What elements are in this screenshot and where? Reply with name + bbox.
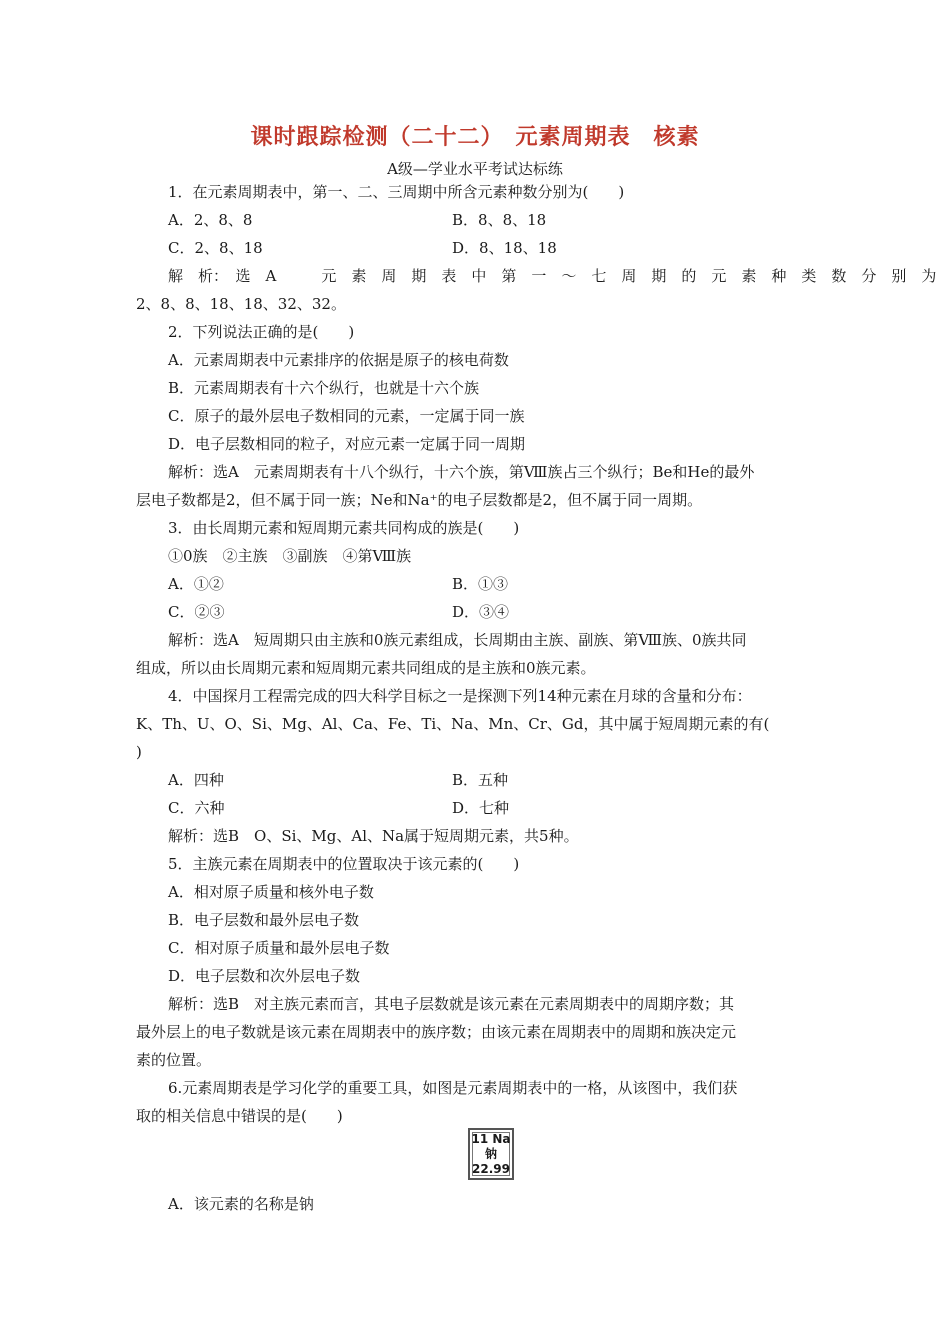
option-c: C．②③ (168, 603, 225, 621)
section-subtitle: A级—学业水平考试达标练 (387, 160, 563, 178)
option-c: C．原子的最外层电子数相同的元素，一定属于同一族 (168, 407, 525, 425)
option-a: A．①② (168, 575, 224, 593)
answer-1-line-2: 2、8、8、18、18、32、32。 (136, 295, 346, 313)
question-5: 5．主族元素在周期表中的位置取决于该元素的( ) (168, 855, 520, 873)
answer-4: 解析：选B O、Si、Mg、Al、Na属于短周期元素，共5种。 (168, 827, 579, 845)
question-2: 2．下列说法正确的是( ) (168, 323, 355, 341)
option-c: C．六种 (168, 799, 225, 817)
option-d: D．③④ (452, 603, 510, 621)
element-number-symbol: 11 Na (471, 1132, 511, 1146)
element-mass: 22.99 (472, 1162, 510, 1176)
option-c: C．2、8、18 (168, 239, 263, 257)
option-c: C．相对原子质量和最外层电子数 (168, 939, 390, 957)
option-d: D．电子层数相同的粒子，对应元素一定属于同一周期 (168, 435, 526, 453)
option-b: B．电子层数和最外层电子数 (168, 911, 360, 929)
option-a: A．相对原子质量和核外电子数 (168, 883, 374, 901)
question-4-line-3: ) (136, 743, 142, 761)
question-1: 1．在元素周期表中，第一、二、三周期中所含元素种数分别为( ) (168, 183, 625, 201)
question-3: 3．由长周期元素和短周期元素共同构成的族是( ) (168, 519, 520, 537)
answer-2-line-2: 层电子数都是2，但不属于同一族；Ne和Na⁺的电子层数都是2，但不属于同一周期。 (136, 491, 703, 509)
option-b: B．五种 (452, 771, 509, 789)
answer-1-line-1: 解 析： 选 A 元 素 周 期 表 中 第 一 ～ 七 周 期 的 元 素 种 类 数 分 别 为 (168, 267, 937, 285)
question-6-line-1: 6.元素周期表是学习化学的重要工具，如图是元素周期表中的一格，从该图中，我们获 (168, 1079, 738, 1097)
answer-5-line-2: 最外层上的电子数就是该元素在周期表中的族序数；由该元素在周期表中的周期和族决定元 (136, 1023, 737, 1041)
question-4-line-1: 4．中国探月工程需完成的四大科学目标之一是探测下列14种元素在月球的含量和分布： (168, 687, 752, 705)
answer-3-line-2: 组成，所以由长周期元素和短周期元素共同组成的是主族和0族元素。 (136, 659, 596, 677)
question-6-line-2: 取的相关信息中错误的是( ) (136, 1107, 343, 1125)
answer-5-line-3: 素的位置。 (136, 1051, 212, 1069)
option-a: A．四种 (168, 771, 224, 789)
question-4-line-2: K、Th、U、O、Si、Mg、Al、Ca、Fe、Ti、Na、Mn、Cr、Gd，其中属于短周期元素的有( (136, 715, 770, 733)
periodic-table-cell (468, 1128, 514, 1180)
option-a: A．元素周期表中元素排序的依据是原子的核电荷数 (168, 351, 509, 369)
option-d: D．8、18、18 (452, 239, 557, 257)
option-d: D．七种 (452, 799, 510, 817)
answer-2-line-1: 解析：选A 元素周期表有十八个纵行，十六个族，第Ⅷ族占三个纵行；Be和He的最外 (168, 463, 755, 481)
question-3-choices: ①0族 ②主族 ③副族 ④第Ⅷ族 (168, 547, 412, 565)
answer-3-line-1: 解析：选A 短周期只由主族和0族元素组成，长周期由主族、副族、第Ⅷ族、0族共同 (168, 631, 747, 649)
element-name: 钠 (484, 1147, 497, 1161)
answer-5-line-1: 解析：选B 对主族元素而言，其电子层数就是该元素在元素周期表中的周期序数；其 (168, 995, 735, 1013)
option-a: A．该元素的名称是钠 (168, 1195, 314, 1213)
option-b: B．①③ (452, 575, 509, 593)
option-d: D．电子层数和次外层电子数 (168, 967, 361, 985)
option-b: B．元素周期表有十六个纵行，也就是十六个族 (168, 379, 480, 397)
option-b: B．8、8、18 (452, 211, 547, 229)
page-title: 课时跟踪检测（二十二） 元素周期表 核素 (250, 124, 700, 150)
option-a: A．2、8、8 (168, 211, 253, 229)
